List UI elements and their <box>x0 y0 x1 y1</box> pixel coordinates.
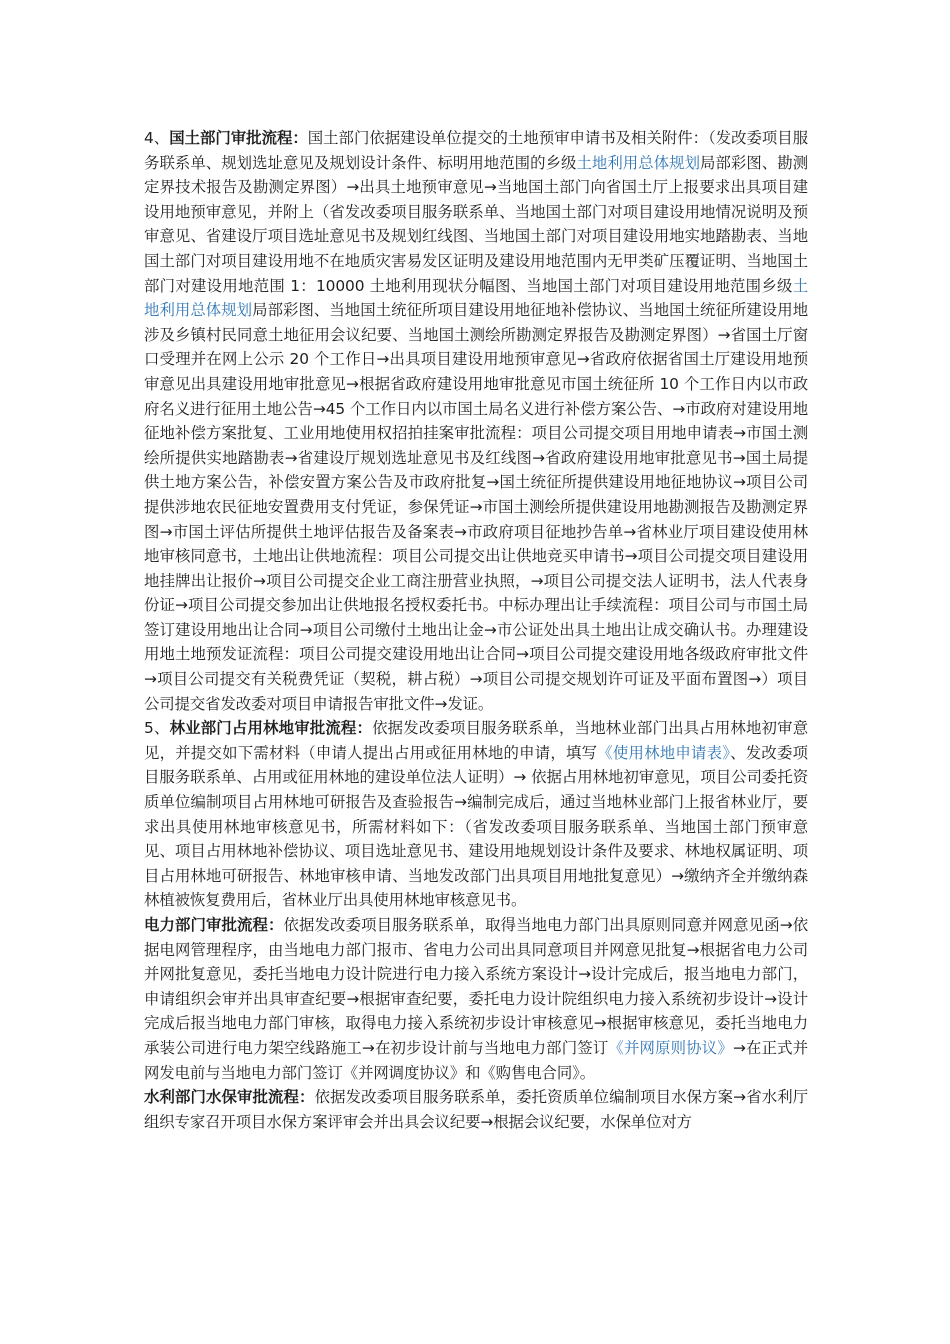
section-heading: 电力部门审批流程： <box>144 916 284 934</box>
body-text: 依据发改委项目服务联系单，当地林业部门出具占用林地初审意见，并提交如下需材料（申请人提出占用或征用林地的申请，填写 <box>144 719 809 762</box>
body-text: 4、 <box>144 129 170 147</box>
body-text: 局部彩图、当地国土统征所项目建设用地征地补偿协议、当地国土统征所建设用地涉及乡镇村民同意土地征用会议纪要、当地国土测绘所勘测定界报告及勘测定界图）→省国土厅窗口受理并在网上公示 20 个工作日→出具项目建设用地预审意见→省政府依据省国土厅建设用地预审意见出具建设用地审批意见→根据省政府建设用地审批意见市国土统征所 10 个工作日内以市政府名义进行征用土地公告→45 个工作日内以市国土局名义进行补偿方案公告、→市政府对建设用地征地补偿方案批复、工业用地使用权招拍挂案审批流程：项目公司提交项目用地申请表→市国土测绘所提供实地踏勘表→省建设厅规划选址意见书及红线图→省政府建设用地审批意见书→国土局提供土地方案公告，补偿安置方案公告及市政府批复→国土统征所提供建设用地征地协议→项目公司提供涉地农民征地安置费用支付凭证，参保凭证→市国土测绘所提供建设用地勘测报告及勘测定界图→市国土评估所提供土地评估报告及备案表→市政府项目征地抄告单→省林业厅项目建设使用林地审核同意书，土地出让供地流程：项目公司提交出让供地竞买申请书→项目公司提交项目建设用地挂牌出让报价→项目公司提交企业工商注册营业执照，→项目公司提交法人证明书，法人代表身份证→项目公司提交参加出让供地报名授权委托书。中标办理出让手续流程：项目公司与市国土局签订建设用地出让合同→项目公司缴付土地出让金→市公证处出具土地出让成交确认书。办理建设用地土地预发证流程：项目公司提交建设用地出让合同→项目公司提交建设用地各级政府审批文件→项目公司提交有关税费凭证（契税，耕占税）→项目公司提交规划许可证及平面布置图→）项目公司提交省发改委对项目申请报告审批文件→发证。 <box>144 301 808 713</box>
body-text: →在正式并网发电前与当地电力部门签订《并网调度协议》和《购售电合同》。 <box>144 1038 808 1082</box>
body-text: 、发改委项目服务联系单、占用或征用林地的建设单位法人证明）→ 依据占用林地初审意见，项目公司委托资质单位编制项目占用林地可研报告及查验报告→编制完成后，通过当地林业部门上报省林业厅，要求出具使用林地审核意见书，所需材料如下：（省发改委项目服务联系单、当地国土部门预审意见、项目占用林地补偿协议、项目选址意见书、建设用地规划设计条件及要求、林地权属证明、项目占用林地可研报告、林地审核申请、当地发改部门出具项目用地批复意见）→缴纳齐全并缴纳森林植被恢复费用后，省林业厅出具使用林地审核意见书。 <box>144 743 808 910</box>
section-heading: 水利部门水保审批流程： <box>144 1088 315 1107</box>
inline-link[interactable]: 《使用林地申请表》 <box>597 743 731 762</box>
paragraph <box>144 716 808 913</box>
body-text: 局部彩图、勘测定界技术报告及勘测定界图）→出具土地预审意见→当地国土部门向省国土厅上报要求出具项目建设用地预审意见，并附上（省发改委项目服务联系单、当地国土部门对项目建设用地情况说明及预审意见、省建设厅项目选址意见书及规划红线图、当地国土部门对项目建设用地实地踏勘表、当地国土部门对项目建设用地不在地质灾害易发区证明及建设用地范围内无甲类矿压覆证明、当地国土部门对建设用地范围 1：10000 土地利用现状分幅图、当地国土部门对项目建设用地范围乡级 <box>144 153 808 295</box>
body-text: 5、 <box>144 719 170 738</box>
paragraph <box>144 913 808 1085</box>
document-body <box>144 126 808 1134</box>
body-text: 依据发改委项目服务联系单，取得当地电力部门出具原则同意并网意见函→依据电网管理程序，由当地电力部门报市、省电力公司出具同意项目并网意见批复→根据省电力公司并网批复意见，委托当地电力设计院进行电力接入系统方案设计→设计完成后，报当地电力部门，申请组织会审并出具审查纪要→根据审查纪要，委托电力设计院组织电力接入系统初步设计→设计完成后报当地电力部门审核，取得电力接入系统初步设计审核意见→根据审核意见，委托当地电力承装公司进行电力架空线路施工→在初步设计前与当地电力部门签订 <box>144 916 808 1057</box>
inline-link[interactable]: 《并网原则协议》 <box>608 1038 733 1057</box>
paragraph <box>144 126 808 716</box>
inline-link[interactable]: 土地利用总体规划 <box>144 276 808 320</box>
body-text: 国土部门依据建设单位提交的土地预审申请书及相关附件：（发改委项目服务联系单、规划选址意见及规划设计条件、标明用地范围的乡级 <box>144 129 808 172</box>
body-text: 依据发改委项目服务联系单，委托资质单位编制项目水保方案→省水利厅组织专家召开项目水保方案评审会并出具会议纪要→根据会议纪要，水保单位对方 <box>144 1088 808 1131</box>
section-heading: 国土部门审批流程： <box>169 129 308 147</box>
paragraph <box>144 1085 808 1134</box>
inline-link[interactable]: 土地利用总体规划 <box>576 153 701 172</box>
section-heading: 林业部门占用林地审批流程： <box>169 719 373 738</box>
